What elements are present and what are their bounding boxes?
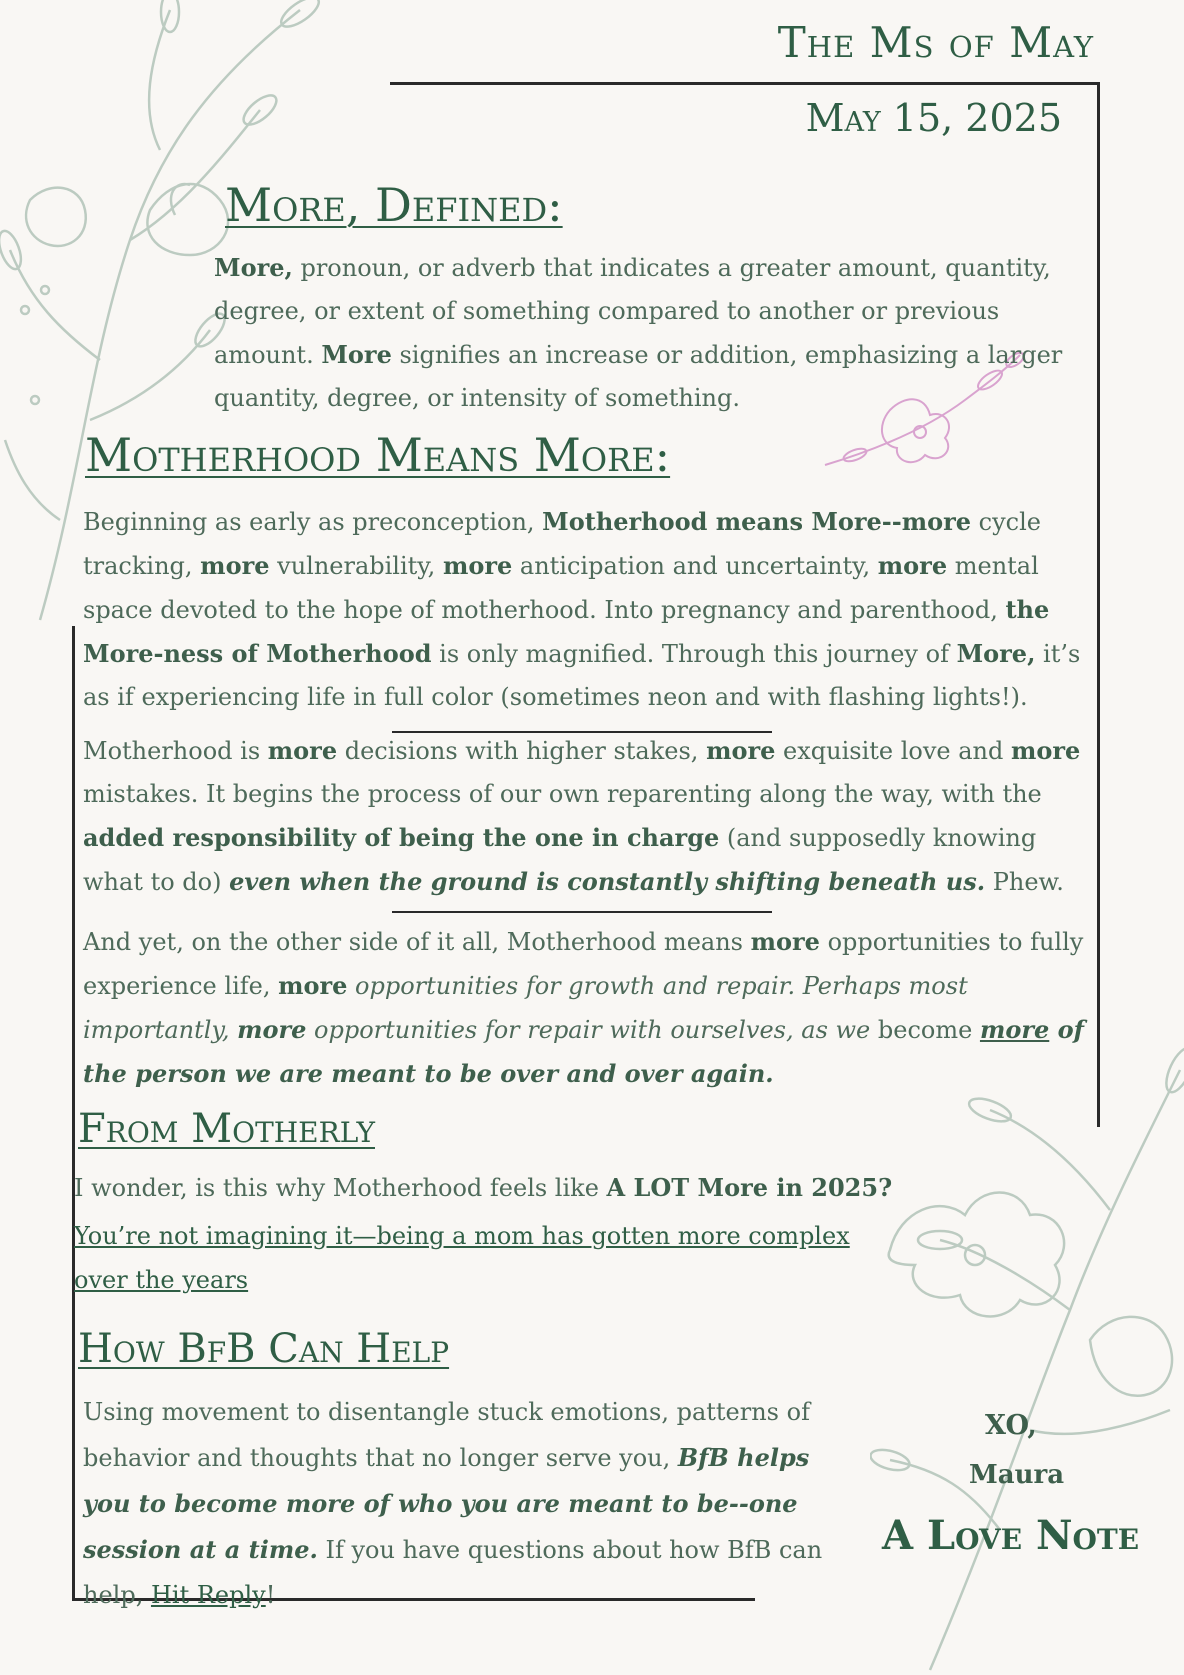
frame-line-top — [390, 82, 1100, 85]
motherhood-paragraph-2: Motherhood is more decisions with higher stakes, more exquisite love and more mistakes. It begins the process of our own reparenting along the way, with the added responsibility of being the one in charge (and supposedly knowing what to do) even when the ground is constantly shifting beneath us. Phew. — [83, 736, 1081, 896]
floral-decoration-bottom-right — [870, 1010, 1184, 1675]
section-heading-motherhood-means-more: Motherhood Means More: — [85, 428, 671, 482]
frame-line-left — [72, 626, 75, 1601]
motherly-article-link[interactable]: You’re not imagining it—being a mom has gotten more complex over the years — [74, 1222, 850, 1294]
definition-term: More, — [214, 253, 293, 282]
divider-line — [392, 911, 772, 913]
signoff-name: Maura — [969, 1460, 1065, 1490]
hit-reply-link[interactable]: Hit Reply — [150, 1581, 266, 1609]
motherhood-paragraph-3: And yet, on the other side of it all, Motherhood means more opportunities to fully experience life, more opportunities for growth and repair. Perhaps most importantly, more opportunities for repair with ourselves, as we become more of the person we are meant to be over and over again. — [83, 927, 1084, 1088]
newsletter-date: May 15, 2025 — [805, 96, 1062, 140]
definition-paragraph: More, pronoun, or adverb that indicates a greater amount, quantity, degree, or extent of something compared to another or previous amount. More signifies an increase or addition, emphasizing a larger quantity, degree, or intensity of something. — [214, 253, 1063, 412]
motherhood-paragraph-1: Beginning as early as preconception, Motherhood means More--more cycle tracking, more vulnerability, more anticipation and uncertainty, more mental space devoted to the hope of motherhood. Into pregnancy and parenthood, the More-ness of Motherhood is only magnified. Through this journey of More, it’s as if experiencing life in full color (sometimes neon and with flashing lights!). — [83, 507, 1081, 711]
section-heading-how-bfb-can-help: How BfB Can Help — [78, 1326, 450, 1372]
section-heading-more-defined: More, Defined: — [225, 178, 563, 232]
bfb-paragraph: Using movement to disentangle stuck emotions, patterns of behavior and thoughts that no longer serve you, BfB helps you to become more of who you are meant to be--one session at a time. If you have questions about how BfB can help, Hit Reply! — [83, 1398, 823, 1609]
signoff-title: A Love Note — [882, 1512, 1140, 1559]
frame-line-right — [1097, 82, 1100, 1127]
newsletter-title: The Ms of May — [777, 18, 1094, 67]
section-heading-from-motherly: From Motherly — [78, 1106, 375, 1152]
motherly-intro: I wonder, is this why Motherhood feels like A LOT More in 2025? — [74, 1173, 893, 1202]
signoff-xo: XO, — [985, 1410, 1037, 1441]
